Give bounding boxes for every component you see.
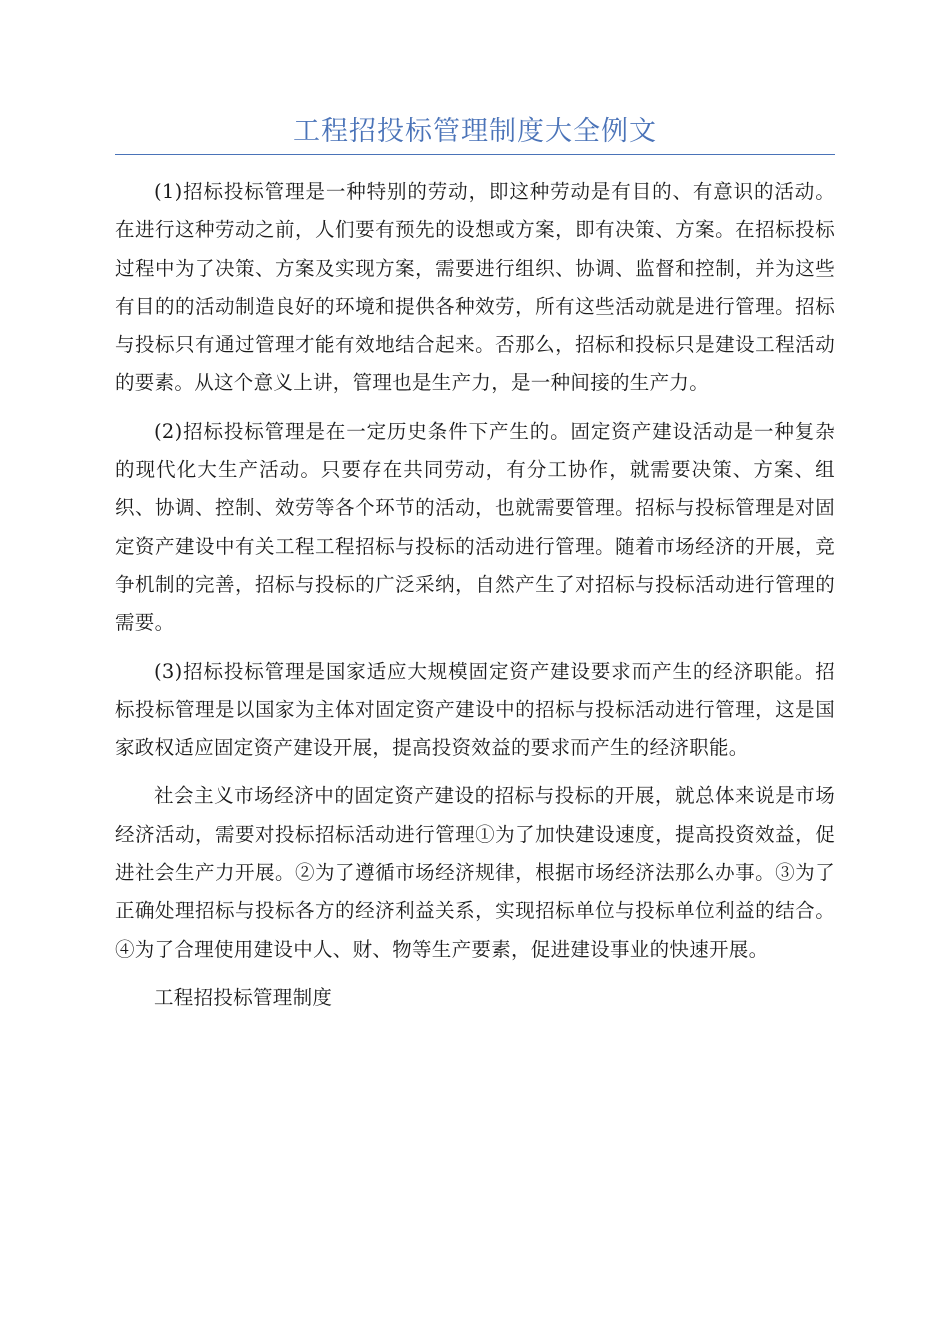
paragraph-3: (3)招标投标管理是国家适应大规模固定资产建设要求而产生的经济职能。招标投标管理是以国家为主体对固定资产建设中的招标与投标活动进行管理，这是国家政权适应固定资产建设开展，提高投资效益的要求而产生的经济职能。 [115, 659, 835, 760]
document-body [115, 173, 835, 1027]
section-heading: 工程招投标管理制度 [154, 985, 333, 1009]
paragraph-4: 社会主义市场经济中的固定资产建设的招标与投标的开展，就总体来说是市场经济活动，需要对投标招标活动进行管理①为了加快建设速度，提高投资效益，促进社会生产力开展。②为了遵循市场经济规律，根据市场经济法那么办事。③为了正确处理招标与投标各方的经济利益关系，实现招标单位与投标单位利益的结合。④为了合理使用建设中人、财、物等生产要素，促进建设事业的快速开展。 [115, 784, 835, 961]
paragraph-2: (2)招标投标管理是在一定历史条件下产生的。固定资产建设活动是一种复杂的现代化大生产活动。只要存在共同劳动，有分工协作，就需要决策、方案、组织、协调、控制、效劳等各个环节的活动，也就需要管理。招标与投标管理是对固定资产建设中有关工程工程招标与投标的活动进行管理。随着市场经济的开展，竞争机制的完善，招标与投标的广泛采纳，自然产生了对招标与投标活动进行管理的需要。 [115, 419, 835, 635]
title-underline [115, 154, 835, 155]
paragraph-1: (1)招标投标管理是一种特别的劳动，即这种劳动是有目的、有意识的活动。在进行这种劳动之前，人们要有预先的设想或方案，即有决策、方案。在招标投标过程中为了决策、方案及实现方案，需要进行组织、协调、监督和控制，并为这些有目的的活动制造良好的环境和提供各种效劳，所有这些活动就是进行管理。招标与投标只有通过管理才能有效地结合起来。否那么，招标和投标只是建设工程活动的要素。从这个意义上讲，管理也是生产力，是一种间接的生产力。 [115, 180, 835, 395]
document-title: 工程招投标管理制度大全例文 [293, 116, 657, 147]
